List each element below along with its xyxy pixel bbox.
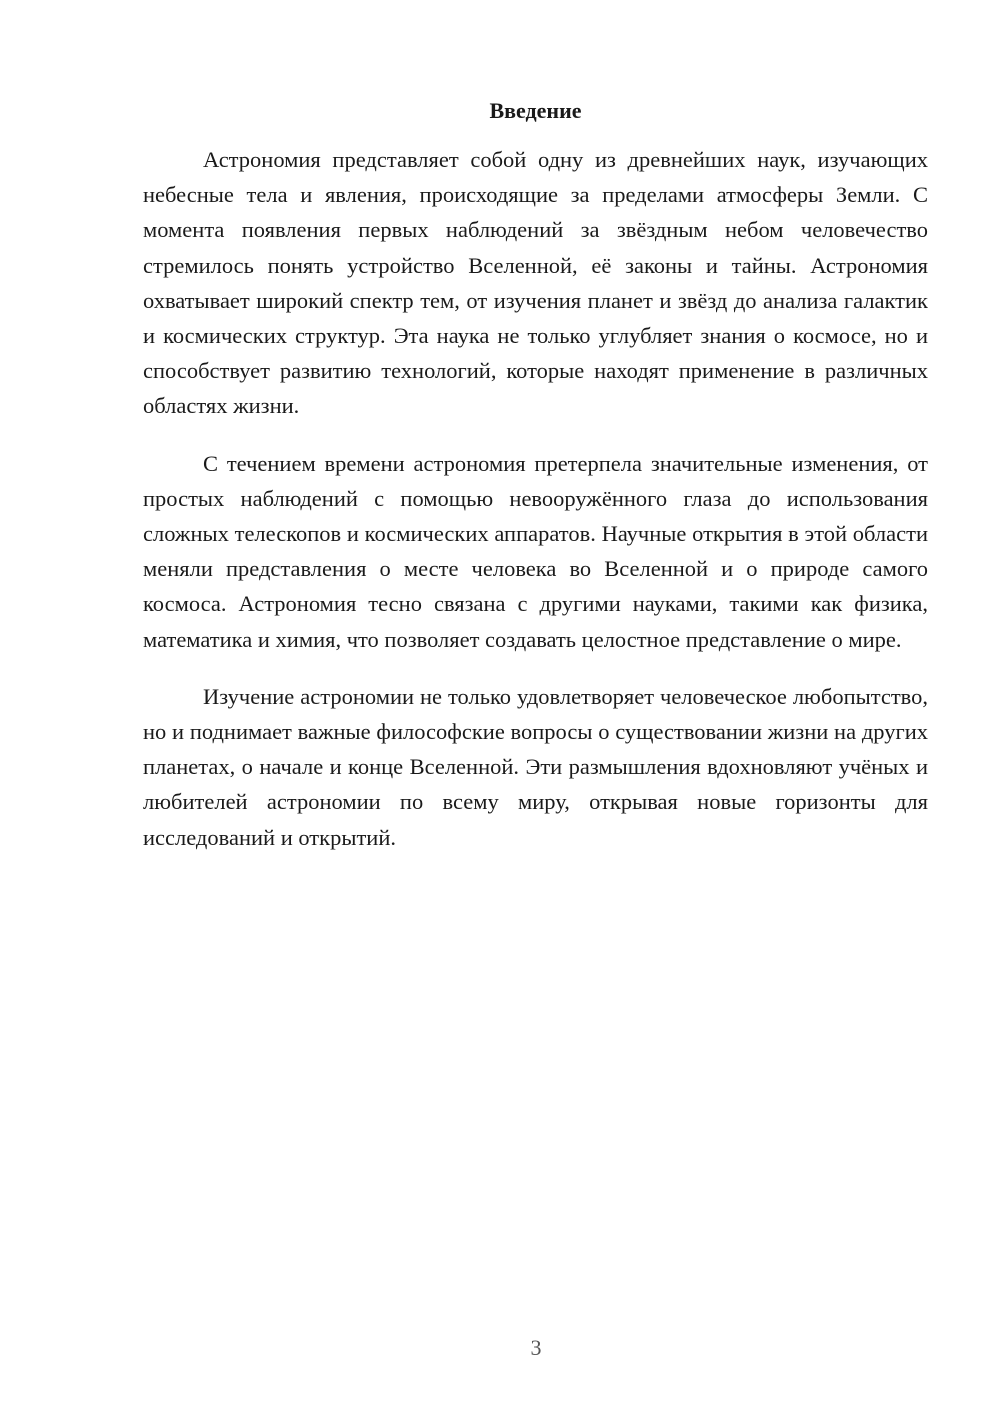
paragraph-2: С течением времени астрономия претерпела значительные изменения, от простых наблюдений с помощью невооружённого глаза до использования сложных телескопов и космических аппаратов. Научные открытия в этой области меняли представления о месте человека во Вселенной и о природе самого космоса. Астрономия тесно связана с другими науками, такими как физика, математика и химия, что позволяет создавать целостное представление о мире. [143, 450, 928, 652]
section-heading: Введение [489, 98, 582, 123]
page-number: 3 [530, 1335, 542, 1360]
body-text [143, 142, 928, 877]
paragraph-3: Изучение астрономии не только удовлетворяет человеческое любопытство, но и поднимает важные философские вопросы о существовании жизни на других планетах, о начале и конце Вселенной. Эти размышления вдохновляют учёных и любителей астрономии по всему миру, открывая новые горизонты для исследований и открытий. [143, 683, 928, 850]
paragraph-1: Астрономия представляет собой одну из древнейших наук, изучающих небесные тела и явления, происходящие за пределами атмосферы Земли. С момента появления первых наблюдений за звёздным небом человечество стремилось понять устройство Вселенной, её законы и тайны. Астрономия охватывает широкий спектр тем, от изучения планет и звёзд до анализа галактик и космических структур. Эта наука не только углубляет знания о космосе, но и способствует развитию технологий, которые находят применение в различных областях жизни. [143, 147, 928, 419]
